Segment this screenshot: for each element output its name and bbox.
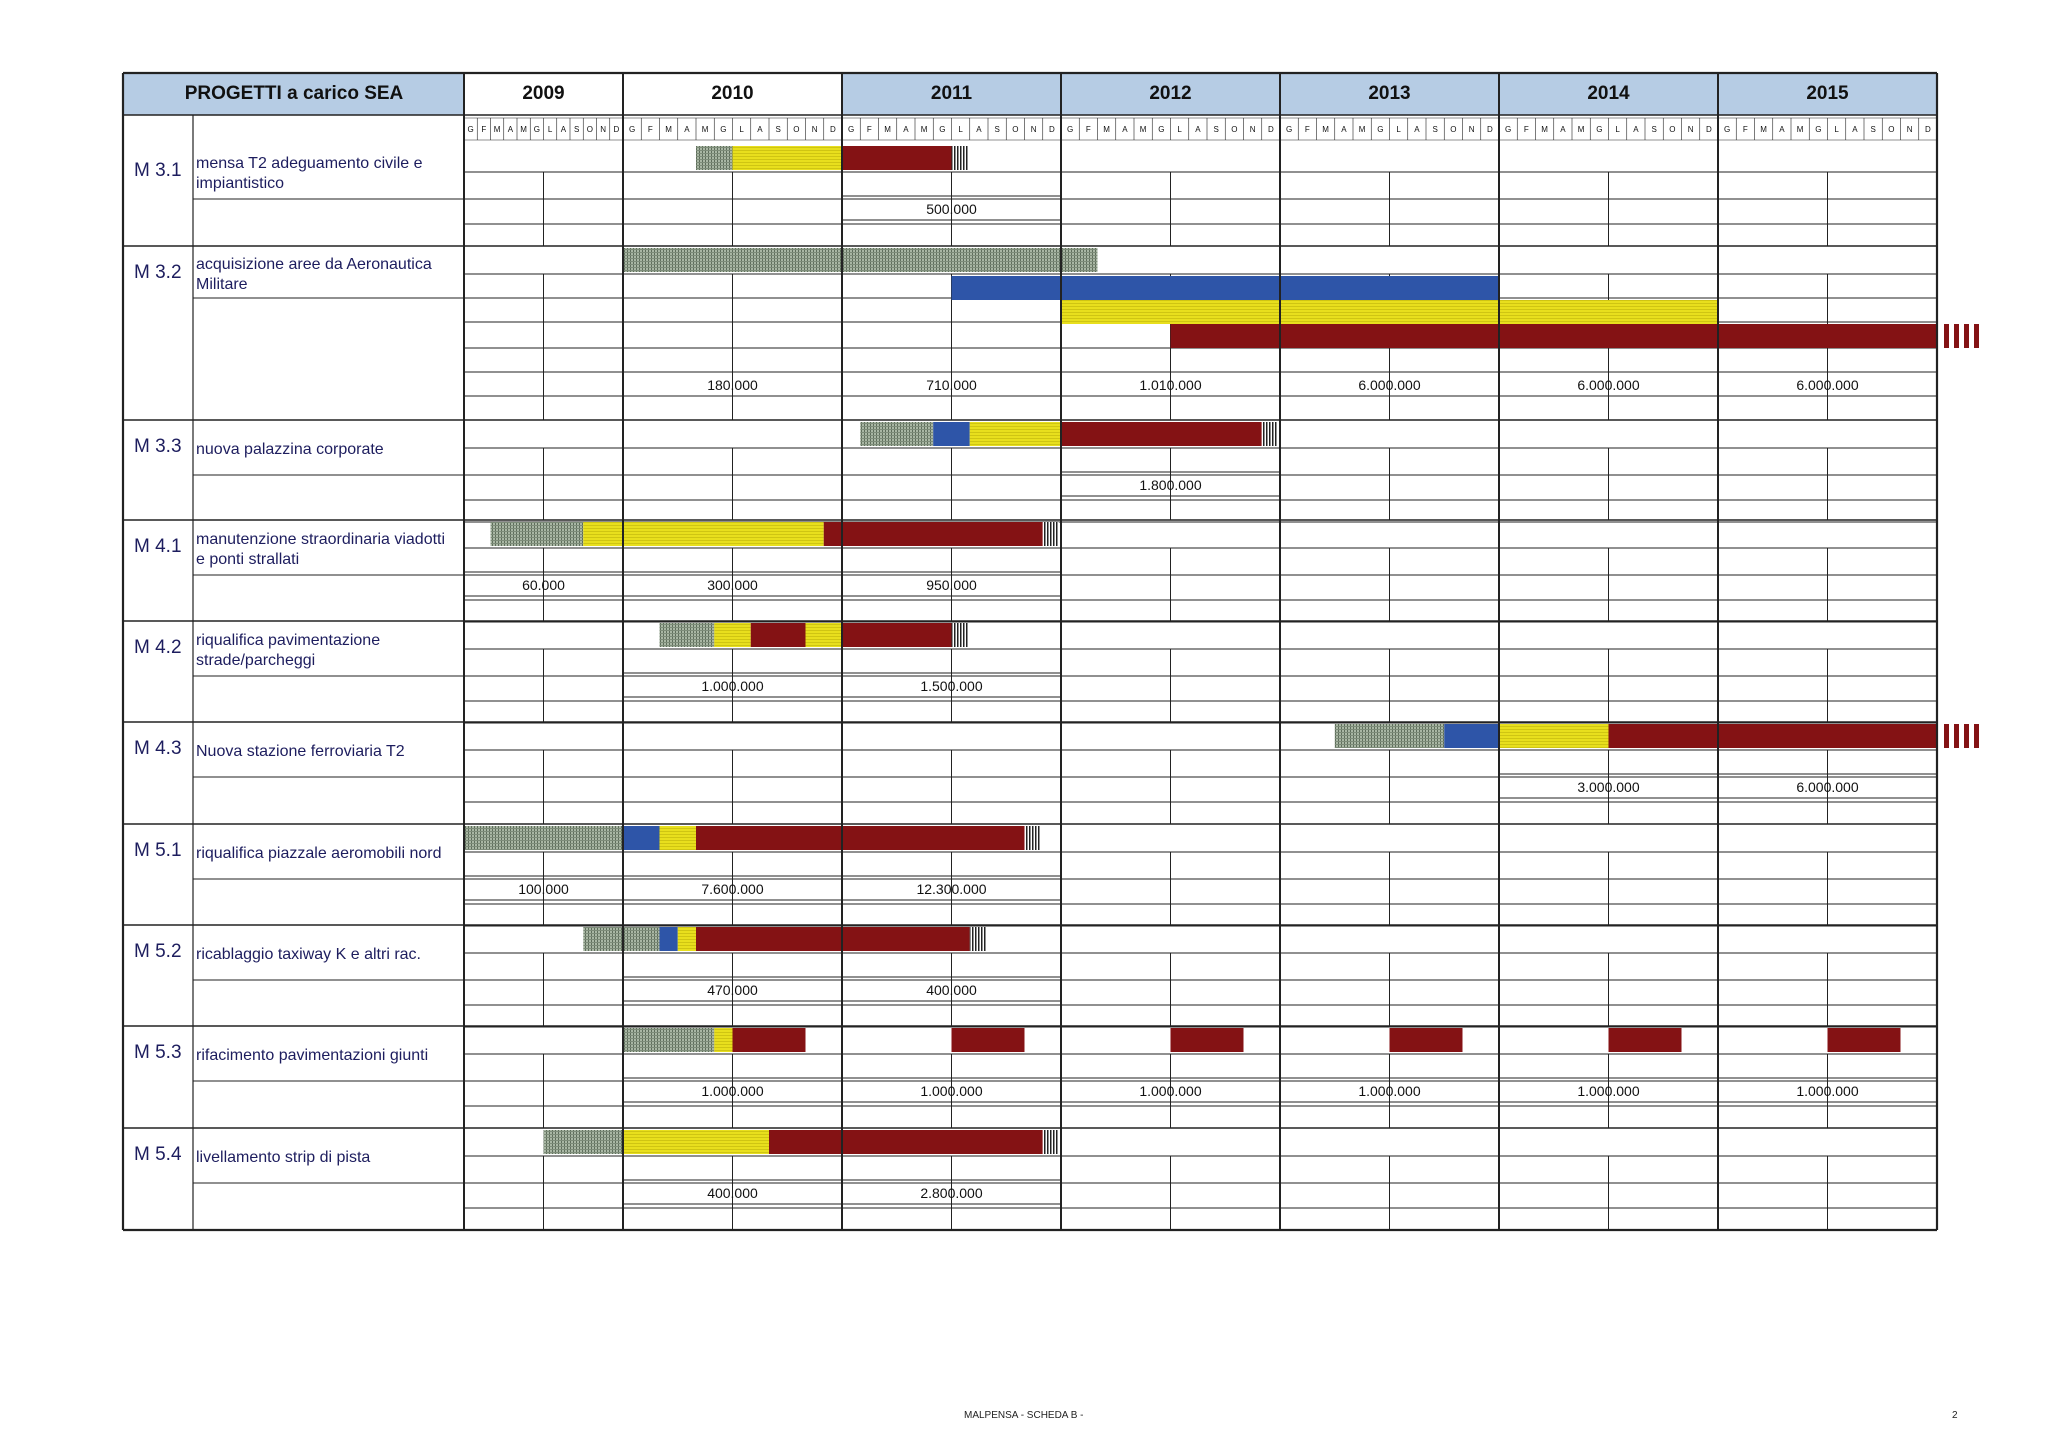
amount-value: 950.000: [926, 577, 977, 593]
month-label: N: [1906, 125, 1913, 134]
month-label: L: [547, 125, 553, 134]
month-label: D: [1486, 125, 1493, 134]
gantt-bar-grey: [583, 927, 659, 951]
continuation-mark: [1954, 324, 1959, 348]
year-header: 2009: [522, 83, 565, 104]
amount-value: 1.010.000: [1139, 377, 1202, 393]
gantt-bar-stripes: [1043, 522, 1059, 546]
continuation-mark: [1944, 324, 1949, 348]
month-label: A: [1195, 125, 1201, 134]
month-label: F: [1304, 125, 1310, 134]
continuation-mark: [1964, 724, 1969, 748]
gantt-bar-grey: [464, 826, 623, 850]
month-label: A: [903, 125, 909, 134]
project-description: ricablaggio taxiway K e altri rac.: [196, 946, 421, 963]
gantt-bar-red: [1171, 1028, 1244, 1052]
month-label: A: [560, 125, 567, 134]
gantt-bar-grey: [696, 146, 733, 170]
month-label: N: [1030, 125, 1037, 134]
month-label: L: [958, 125, 963, 134]
amount-value: 100.000: [518, 881, 569, 897]
continuation-mark: [1964, 324, 1969, 348]
month-label: G: [1815, 125, 1822, 134]
month-label: D: [1048, 125, 1055, 134]
gantt-bar-yellow: [583, 522, 824, 546]
month-label: O: [793, 125, 800, 134]
month-label: G: [1067, 125, 1074, 134]
project-description: manutenzione straordinaria viadotti e ponti strallati: [196, 531, 446, 568]
project-code: M 3.3: [134, 436, 182, 457]
month-label: G: [467, 125, 474, 134]
project-code: M 3.2: [134, 262, 182, 283]
project-code: M 4.1: [134, 536, 182, 557]
project-code: M 3.1: [134, 160, 182, 181]
gantt-bar-blue: [660, 927, 678, 951]
month-label: S: [1870, 125, 1876, 134]
gantt-bar-stripes: [1262, 422, 1278, 446]
table-title: PROGETTI a carico SEA: [184, 83, 404, 104]
month-label: D: [829, 125, 836, 134]
month-label: M: [1760, 125, 1767, 134]
month-label: A: [1779, 125, 1785, 134]
month-label: L: [1615, 125, 1620, 134]
project-description: riqualifica piazzale aeromobili nord: [196, 845, 442, 862]
month-label: G: [720, 125, 727, 134]
amount-value: 300.000: [707, 577, 758, 593]
amount-value: 1.000.000: [1796, 1083, 1859, 1099]
gantt-bar-red: [1828, 1028, 1901, 1052]
gantt-bar-red: [733, 1028, 806, 1052]
gantt-bar-red: [1171, 324, 1938, 348]
continuation-mark: [1974, 324, 1979, 348]
gantt-bar-red: [842, 146, 952, 170]
gantt-bar-yellow: [678, 927, 696, 951]
amount-value: 1.000.000: [1139, 1083, 1202, 1099]
month-label: A: [1560, 125, 1566, 134]
gantt-bar-yellow: [733, 146, 843, 170]
month-label: M: [1577, 125, 1585, 134]
amount-value: 1.500.000: [920, 678, 983, 694]
gantt-bar-yellow: [1499, 724, 1609, 748]
month-label: F: [481, 125, 487, 134]
gantt-bar-grey: [491, 522, 584, 546]
project-code: M 5.4: [134, 1144, 182, 1165]
month-label: M: [1796, 125, 1804, 134]
month-label: O: [1450, 125, 1457, 134]
project-description: Nuova stazione ferroviaria T2: [196, 743, 405, 760]
gantt-bar-red: [1061, 422, 1262, 446]
year-header: 2012: [1149, 83, 1192, 104]
gantt-bar-grey: [860, 422, 933, 446]
month-label: A: [757, 125, 763, 134]
month-label: S: [1213, 125, 1219, 134]
year-header: 2013: [1368, 83, 1411, 104]
month-label: G: [939, 125, 946, 134]
amount-value: 60.000: [522, 577, 565, 593]
month-label: M: [1139, 125, 1147, 134]
month-label: F: [647, 125, 653, 134]
gantt-bar-stripes: [952, 146, 968, 170]
month-label: O: [1012, 125, 1019, 134]
gantt-bar-grey: [660, 623, 715, 647]
month-label: G: [1158, 125, 1165, 134]
month-label: S: [775, 125, 781, 134]
amount-value: 7.600.000: [701, 881, 764, 897]
month-label: G: [1505, 125, 1512, 134]
month-label: N: [1249, 125, 1256, 134]
gantt-bar-grey: [1335, 724, 1445, 748]
month-label: G: [1286, 125, 1293, 134]
gantt-bar-red: [1390, 1028, 1463, 1052]
project-description: nuova palazzina corporate: [196, 441, 384, 458]
gantt-bar-red: [696, 826, 1025, 850]
month-label: O: [1231, 125, 1238, 134]
month-label: A: [1122, 125, 1128, 134]
gantt-bar-stripes: [970, 927, 986, 951]
month-label: N: [1687, 125, 1694, 134]
month-label: L: [1834, 125, 1839, 134]
month-label: O: [1669, 125, 1676, 134]
gantt-bar-grey: [544, 1130, 624, 1154]
gantt-bar-red: [842, 623, 952, 647]
continuation-mark: [1974, 724, 1979, 748]
gantt-bar-blue: [623, 826, 660, 850]
gantt-bar-yellow: [623, 1130, 769, 1154]
gantt-bar-stripes: [952, 623, 968, 647]
month-label: F: [1742, 125, 1748, 134]
amount-value: 12.300.000: [916, 881, 987, 897]
month-label: N: [1468, 125, 1475, 134]
month-label: G: [533, 125, 540, 134]
amount-value: 1.000.000: [1358, 1083, 1421, 1099]
amount-value: 400.000: [926, 982, 977, 998]
month-label: N: [811, 125, 818, 134]
gantt-bar-stripes: [1025, 826, 1041, 850]
month-label: S: [994, 125, 1000, 134]
month-label: L: [1396, 125, 1401, 134]
project-code: M 5.3: [134, 1042, 182, 1063]
month-label: S: [1651, 125, 1657, 134]
gantt-bar-stripes: [1043, 1130, 1059, 1154]
month-label: S: [573, 125, 580, 134]
month-label: O: [1888, 125, 1895, 134]
gantt-bar-yellow: [1061, 300, 1718, 324]
amount-value: 1.000.000: [701, 1083, 764, 1099]
gantt-bar-yellow: [660, 826, 697, 850]
gantt-bar-grey: [623, 1028, 714, 1052]
project-description: livellamento strip di pista: [196, 1149, 371, 1166]
month-label: A: [976, 125, 982, 134]
gantt-bar-yellow: [806, 623, 843, 647]
month-label: A: [1852, 125, 1858, 134]
month-label: M: [920, 125, 928, 134]
month-label: D: [613, 125, 620, 134]
gantt-bar-yellow: [714, 623, 751, 647]
gantt-bar-blue: [952, 276, 1500, 300]
continuation-mark: [1954, 724, 1959, 748]
month-label: M: [884, 125, 891, 134]
month-label: A: [684, 125, 690, 134]
month-label: N: [600, 125, 607, 134]
month-label: L: [739, 125, 744, 134]
amount-value: 180.000: [707, 377, 758, 393]
month-label: D: [1267, 125, 1274, 134]
month-label: M: [701, 125, 709, 134]
project-code: M 4.3: [134, 738, 182, 759]
footer-page-number: 2: [1952, 1410, 1958, 1421]
month-label: G: [848, 125, 855, 134]
month-label: M: [493, 125, 501, 134]
month-label: G: [1596, 125, 1603, 134]
month-label: M: [520, 125, 527, 134]
amount-value: 3.000.000: [1577, 779, 1640, 795]
month-label: G: [629, 125, 636, 134]
month-label: G: [1724, 125, 1731, 134]
footer-document-label: MALPENSA - SCHEDA B -: [964, 1410, 1084, 1421]
gantt-bar-red: [952, 1028, 1025, 1052]
project-description: riqualifica pavimentazione strade/parcheggi: [196, 632, 381, 669]
month-label: F: [866, 125, 872, 134]
gantt-bar-red: [824, 522, 1043, 546]
month-label: M: [1541, 125, 1548, 134]
gantt-bar-yellow: [714, 1028, 732, 1052]
gantt-bar-grey: [623, 248, 1098, 272]
amount-value: 6.000.000: [1577, 377, 1640, 393]
amount-value: 710.000: [926, 377, 977, 393]
month-label: O: [586, 125, 593, 134]
amount-value: 1.000.000: [920, 1083, 983, 1099]
month-label: M: [665, 125, 672, 134]
month-label: A: [1633, 125, 1639, 134]
month-label: M: [1103, 125, 1110, 134]
continuation-mark: [1944, 724, 1949, 748]
gantt-bar-red: [1609, 1028, 1682, 1052]
month-label: F: [1085, 125, 1091, 134]
gantt-bar-red: [751, 623, 806, 647]
gantt-bar-yellow: [970, 422, 1061, 446]
project-description: acquisizione aree da Aeronautica Militare: [196, 256, 432, 293]
amount-value: 500.000: [926, 201, 977, 217]
year-header: 2015: [1806, 83, 1849, 104]
month-label: G: [1377, 125, 1384, 134]
project-code: M 5.2: [134, 941, 182, 962]
gantt-bar-red: [769, 1130, 1043, 1154]
month-label: A: [1341, 125, 1347, 134]
month-label: D: [1705, 125, 1712, 134]
amount-value: 6.000.000: [1358, 377, 1421, 393]
amount-value: 1.000.000: [1577, 1083, 1640, 1099]
month-label: A: [507, 125, 514, 134]
amount-value: 6.000.000: [1796, 779, 1859, 795]
amount-value: 470.000: [707, 982, 758, 998]
gantt-bar-blue: [1444, 724, 1499, 748]
amount-value: 6.000.000: [1796, 377, 1859, 393]
month-label: M: [1358, 125, 1366, 134]
month-label: S: [1432, 125, 1438, 134]
gantt-bar-blue: [933, 422, 970, 446]
month-label: D: [1924, 125, 1931, 134]
amount-value: 400.000: [707, 1185, 758, 1201]
month-label: L: [1177, 125, 1182, 134]
month-label: F: [1523, 125, 1529, 134]
project-description: mensa T2 adeguamento civile e impiantistico: [196, 155, 423, 192]
project-code: M 5.1: [134, 840, 182, 861]
gantt-bar-red: [696, 927, 970, 951]
amount-value: 1.800.000: [1139, 477, 1202, 493]
gantt-bar-red: [1609, 724, 1938, 748]
amount-value: 1.000.000: [701, 678, 764, 694]
year-header: 2014: [1587, 83, 1630, 104]
year-header: 2011: [930, 83, 973, 104]
amount-value: 2.800.000: [920, 1185, 983, 1201]
month-label: A: [1414, 125, 1420, 134]
project-description: rifacimento pavimentazioni giunti: [196, 1047, 429, 1064]
project-code: M 4.2: [134, 637, 182, 658]
year-header: 2010: [711, 83, 754, 104]
month-label: M: [1322, 125, 1329, 134]
